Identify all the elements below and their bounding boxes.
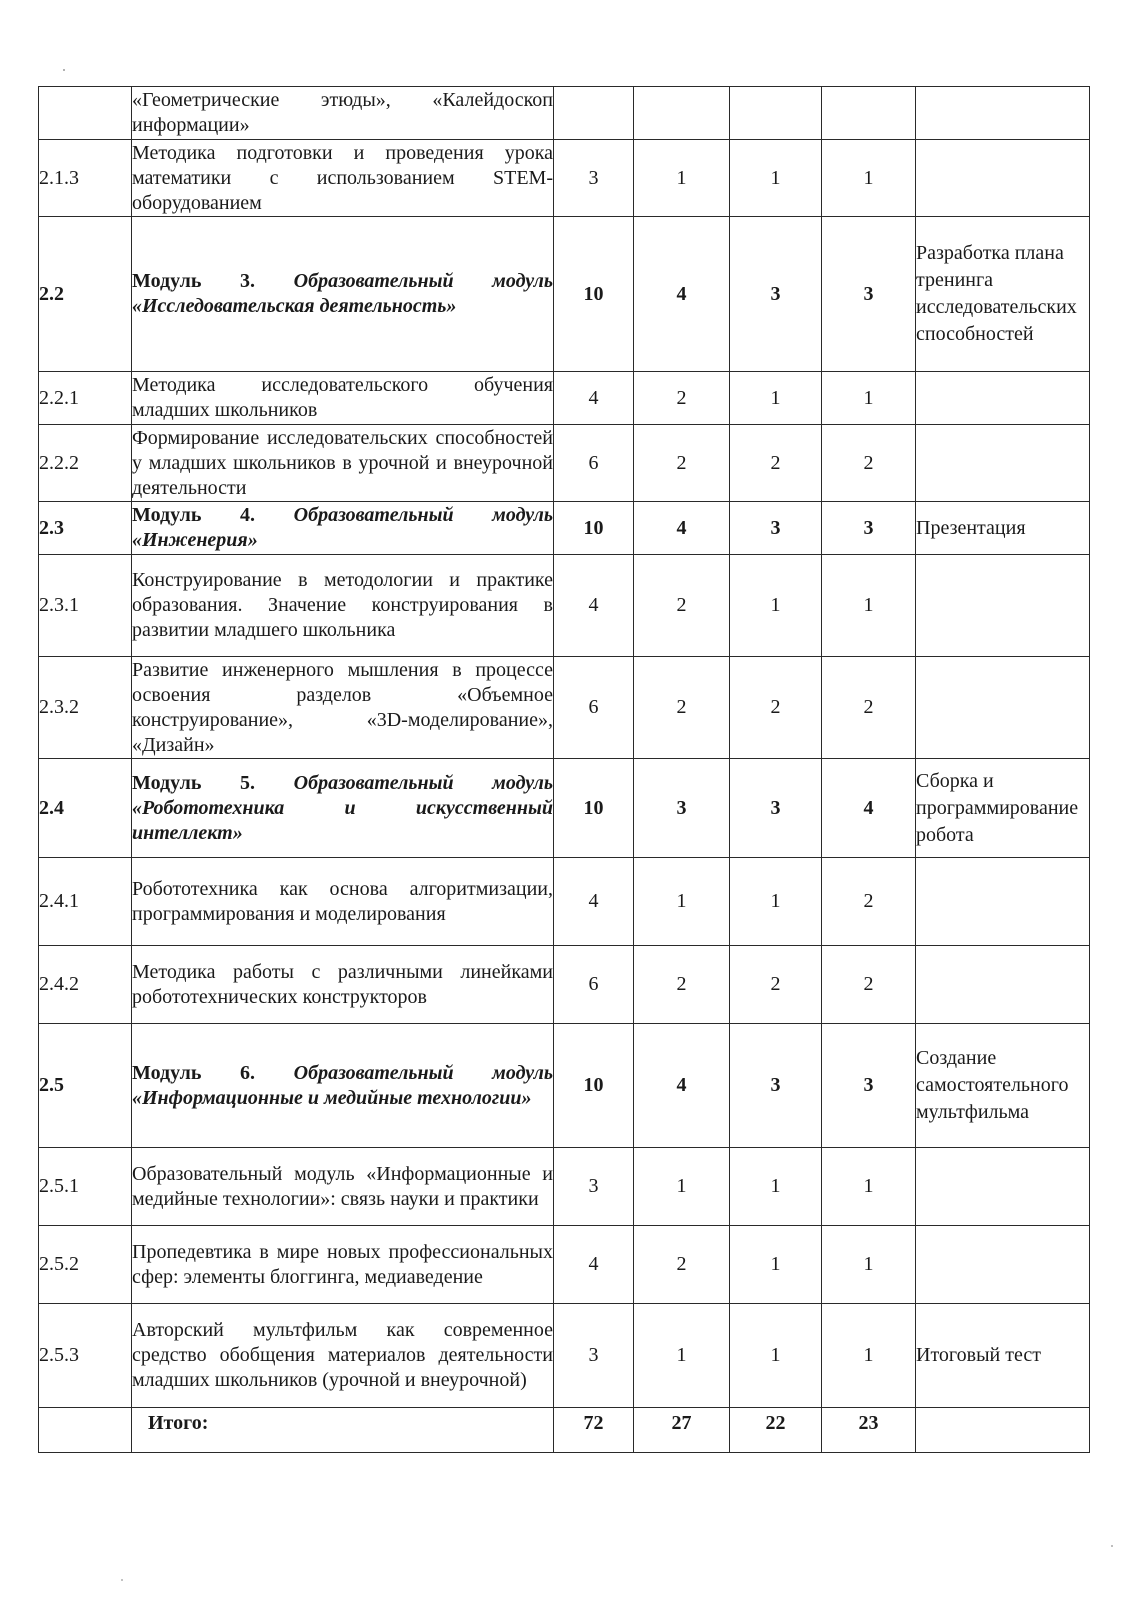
table-row <box>39 657 1090 759</box>
hours-practice: 1 <box>730 1304 822 1408</box>
hours-theory: 2 <box>634 946 730 1024</box>
topic-cell: Конструирование в методологии и практике образования. Значение конструирования в развитии младшего школьника <box>132 555 554 657</box>
row-number: 2.1.3 <box>39 140 132 217</box>
module-label: Модуль 3. <box>132 270 256 292</box>
hours-total: 3 <box>554 1148 634 1226</box>
hours-theory: 2 <box>634 657 730 759</box>
control-form <box>916 87 1090 140</box>
module-label: Модуль 6. <box>132 1061 256 1084</box>
row-number: 2.2.1 <box>39 372 132 425</box>
module-title: Образовательный модуль «Инженерия» <box>132 504 554 551</box>
topic-cell: Развитие инженерного мышления в процессе освоения разделов «Объемное конструирование», «3D-моделирование», «Дизайн» <box>132 657 554 759</box>
row-number: 2.2.2 <box>39 425 132 502</box>
topic-cell: Пропедевтика в мире новых профессиональных сфер: элементы блоггинга, медиаведение <box>132 1226 554 1304</box>
hours-selfwork: 3 <box>822 217 916 372</box>
control-form <box>916 140 1090 217</box>
table-row <box>39 87 1090 140</box>
hours-practice <box>730 87 822 140</box>
hours-practice: 1 <box>730 555 822 657</box>
table-row <box>39 946 1090 1024</box>
hours-practice: 1 <box>730 1226 822 1304</box>
totals-empty-cell <box>39 1408 132 1453</box>
hours-theory: 2 <box>634 555 730 657</box>
hours-selfwork: 1 <box>822 1304 916 1408</box>
hours-total: 10 <box>554 217 634 372</box>
module-row <box>39 502 1090 555</box>
module-heading <box>132 759 554 858</box>
module-number: 2.3 <box>39 502 132 555</box>
hours-total: 3 <box>554 1304 634 1408</box>
hours-practice: 2 <box>730 425 822 502</box>
module-heading <box>132 1024 554 1148</box>
hours-practice: 1 <box>730 858 822 946</box>
row-number: 2.5.2 <box>39 1226 132 1304</box>
module-title: Образовательный модуль «Исследовательская деятельность» <box>132 270 554 317</box>
hours-total: 6 <box>554 657 634 759</box>
row-number <box>39 87 132 140</box>
hours-selfwork: 2 <box>822 946 916 1024</box>
table-row <box>39 1226 1090 1304</box>
hours-practice: 1 <box>730 140 822 217</box>
hours-selfwork: 2 <box>822 425 916 502</box>
control-form: Презентация <box>916 502 1090 555</box>
hours-selfwork: 3 <box>822 1024 916 1148</box>
hours-total <box>554 87 634 140</box>
hours-practice: 1 <box>730 372 822 425</box>
control-form: Создание самостоятельного мультфильма <box>916 1024 1090 1148</box>
table-row <box>39 555 1090 657</box>
control-form: Разработка плана тренинга исследовательских способностей <box>916 217 1090 372</box>
hours-practice: 1 <box>730 1148 822 1226</box>
module-row <box>39 217 1090 372</box>
totals-hours-theory: 27 <box>634 1408 730 1453</box>
row-number: 2.4.2 <box>39 946 132 1024</box>
row-number: 2.4.1 <box>39 858 132 946</box>
topic-cell: Методика исследовательского обучения младших школьников <box>132 372 554 425</box>
control-form <box>916 555 1090 657</box>
table-row <box>39 1148 1090 1226</box>
totals-hours-practice: 22 <box>730 1408 822 1453</box>
totals-hours-selfwork: 23 <box>822 1408 916 1453</box>
hours-theory: 2 <box>634 1226 730 1304</box>
hours-theory: 1 <box>634 1148 730 1226</box>
hours-practice: 3 <box>730 217 822 372</box>
row-number: 2.5.1 <box>39 1148 132 1226</box>
hours-theory: 4 <box>634 217 730 372</box>
topic-cell: «Геометрические этюды», «Калейдоскоп информации» <box>132 87 554 140</box>
hours-total: 4 <box>554 858 634 946</box>
topic-cell: Формирование исследовательских способностей у младших школьников в урочной и внеурочной деятельности <box>132 425 554 502</box>
topic-cell: Методика подготовки и проведения урока математики с использованием STEM-оборудованием <box>132 140 554 217</box>
control-form <box>916 858 1090 946</box>
module-number: 2.5 <box>39 1024 132 1148</box>
hours-total: 4 <box>554 1226 634 1304</box>
module-heading <box>132 502 554 555</box>
control-form <box>916 1148 1090 1226</box>
control-form <box>916 1226 1090 1304</box>
hours-total: 6 <box>554 946 634 1024</box>
topic-cell: Образовательный модуль «Информационные и медийные технологии»: связь науки и практики <box>132 1148 554 1226</box>
hours-selfwork: 2 <box>822 657 916 759</box>
control-form <box>916 946 1090 1024</box>
row-number: 2.3.2 <box>39 657 132 759</box>
control-form <box>916 372 1090 425</box>
control-form: Сборка и программирование робота <box>916 759 1090 858</box>
row-number: 2.3.1 <box>39 555 132 657</box>
totals-label: Итого: <box>132 1408 554 1453</box>
control-form <box>916 425 1090 502</box>
control-form: Итоговый тест <box>916 1304 1090 1408</box>
hours-selfwork: 4 <box>822 759 916 858</box>
module-label: Модуль 4. <box>132 504 256 526</box>
hours-theory: 1 <box>634 140 730 217</box>
hours-theory: 1 <box>634 1304 730 1408</box>
hours-selfwork: 2 <box>822 858 916 946</box>
curriculum-table <box>38 86 1090 1453</box>
module-row <box>39 1024 1090 1148</box>
table-row <box>39 372 1090 425</box>
hours-theory: 4 <box>634 1024 730 1148</box>
module-title: Образовательный модуль «Информационные и медийные технологии» <box>132 1061 554 1109</box>
hours-selfwork <box>822 87 916 140</box>
hours-practice: 3 <box>730 502 822 555</box>
topic-cell: Методика работы с различными линейками робототехнических конструкторов <box>132 946 554 1024</box>
totals-form-empty-cell <box>916 1408 1090 1453</box>
module-row <box>39 759 1090 858</box>
topic-cell: Авторский мультфильм как современное средство обобщения материалов деятельности младших школьников (урочной и внеурочной) <box>132 1304 554 1408</box>
table-row <box>39 425 1090 502</box>
hours-practice: 3 <box>730 1024 822 1148</box>
table-row <box>39 1304 1090 1408</box>
hours-total: 6 <box>554 425 634 502</box>
row-number: 2.5.3 <box>39 1304 132 1408</box>
hours-total: 4 <box>554 372 634 425</box>
hours-total: 10 <box>554 502 634 555</box>
hours-total: 10 <box>554 1024 634 1148</box>
hours-practice: 2 <box>730 657 822 759</box>
table-row <box>39 140 1090 217</box>
hours-practice: 2 <box>730 946 822 1024</box>
hours-total: 4 <box>554 555 634 657</box>
hours-selfwork: 3 <box>822 502 916 555</box>
hours-theory: 4 <box>634 502 730 555</box>
totals-hours-total: 72 <box>554 1408 634 1453</box>
hours-total: 10 <box>554 759 634 858</box>
hours-theory <box>634 87 730 140</box>
control-form <box>916 657 1090 759</box>
hours-theory: 1 <box>634 858 730 946</box>
totals-row <box>39 1408 1090 1453</box>
hours-theory: 2 <box>634 372 730 425</box>
hours-selfwork: 1 <box>822 1148 916 1226</box>
hours-theory: 3 <box>634 759 730 858</box>
module-number: 2.4 <box>39 759 132 858</box>
module-number: 2.2 <box>39 217 132 372</box>
topic-cell: Робототехника как основа алгоритмизации, программирования и моделирования <box>132 858 554 946</box>
hours-selfwork: 1 <box>822 372 916 425</box>
module-title: Образовательный модуль «Робототехника и искусственный интеллект» <box>132 771 554 844</box>
module-heading <box>132 217 554 372</box>
hours-selfwork: 1 <box>822 555 916 657</box>
module-label: Модуль 5. <box>132 771 256 794</box>
hours-selfwork: 1 <box>822 140 916 217</box>
hours-selfwork: 1 <box>822 1226 916 1304</box>
hours-total: 3 <box>554 140 634 217</box>
hours-theory: 2 <box>634 425 730 502</box>
table-row <box>39 858 1090 946</box>
hours-practice: 3 <box>730 759 822 858</box>
